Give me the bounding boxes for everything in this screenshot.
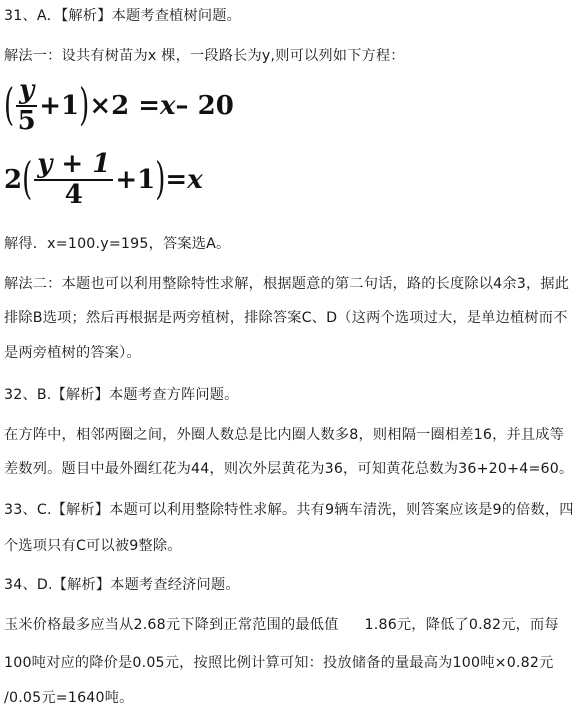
numerator: y + 1	[34, 150, 113, 181]
equation-2	[4, 150, 203, 210]
fraction	[16, 76, 37, 136]
q34-line2: 100吨对应的降价是0.05元，按照比例计算可知：投放储备的量最高为100吨×0.82元	[4, 655, 554, 671]
times-two-equals: ×2 =	[89, 91, 161, 122]
denominator: 4	[64, 179, 83, 210]
equation-1	[4, 76, 234, 136]
fraction	[34, 150, 113, 210]
x-variable: x	[187, 165, 203, 196]
left-paren: (	[4, 80, 15, 132]
right-paren: )	[155, 154, 166, 206]
minus-twenty: – 20	[175, 91, 234, 122]
q34-line3: /0.05元=1640吨。	[4, 690, 134, 706]
q34-title: 34、D.【解析】本题考查经济问题。	[4, 577, 240, 593]
q32-line1: 在方阵中，相邻两圈之间，外圈人数总是比内圈人数多8，则相隔一圈相差16，并且成等	[4, 427, 565, 443]
q33-line1: 33、C.【解析】本题可以利用整除特性求解。共有9辆车清洗，则答案应该是9的倍数，四	[4, 502, 574, 518]
q31-method2-line1: 解法二：本题也可以利用整除特性求解，根据题意的第二句话，路的长度除以4余3，据此	[4, 276, 570, 292]
plus-one: +1	[115, 165, 156, 196]
q31-method2-line2: 排除B选项；然后再根据是两旁植树，排除答案C、D（这两个选项过大，是单边植树而不	[4, 310, 568, 326]
plus-one: +1	[39, 91, 80, 122]
q34-line1-part-a: 玉米价格最多应当从2.68元下降到正常范围的最低值	[4, 617, 339, 633]
q34-line1	[4, 615, 559, 635]
q32-line2: 差数列。题目中最外圈红花为44，则次外层黄花为36，可知黄花总数为36+20+4=60。	[4, 461, 574, 477]
q31-method1: 解法一：设共有树苗为x 棵，一段路长为y,则可以列如下方程：	[4, 48, 405, 64]
q32-title: 32、B.【解析】本题考查方阵问题。	[4, 387, 239, 403]
numerator: y	[16, 76, 37, 107]
q31-solution: 解得．x=100.y=195，答案选A。	[4, 236, 231, 252]
left-paren: (	[22, 154, 33, 206]
q31-method2-line3: 是两旁植树的答案）。	[4, 345, 141, 361]
q34-line1-part-b: 1.86元，降低了0.82元，而每	[364, 617, 559, 633]
denominator: 5	[17, 105, 36, 136]
right-paren: )	[79, 80, 90, 132]
q31-title: 31、A．【解析】本题考查植树问题。	[4, 8, 242, 24]
x-variable: x	[160, 91, 176, 122]
equals: =	[165, 165, 188, 196]
coefficient-two: 2	[4, 165, 23, 196]
q33-line2: 个选项只有C可以被9整除。	[4, 538, 182, 554]
